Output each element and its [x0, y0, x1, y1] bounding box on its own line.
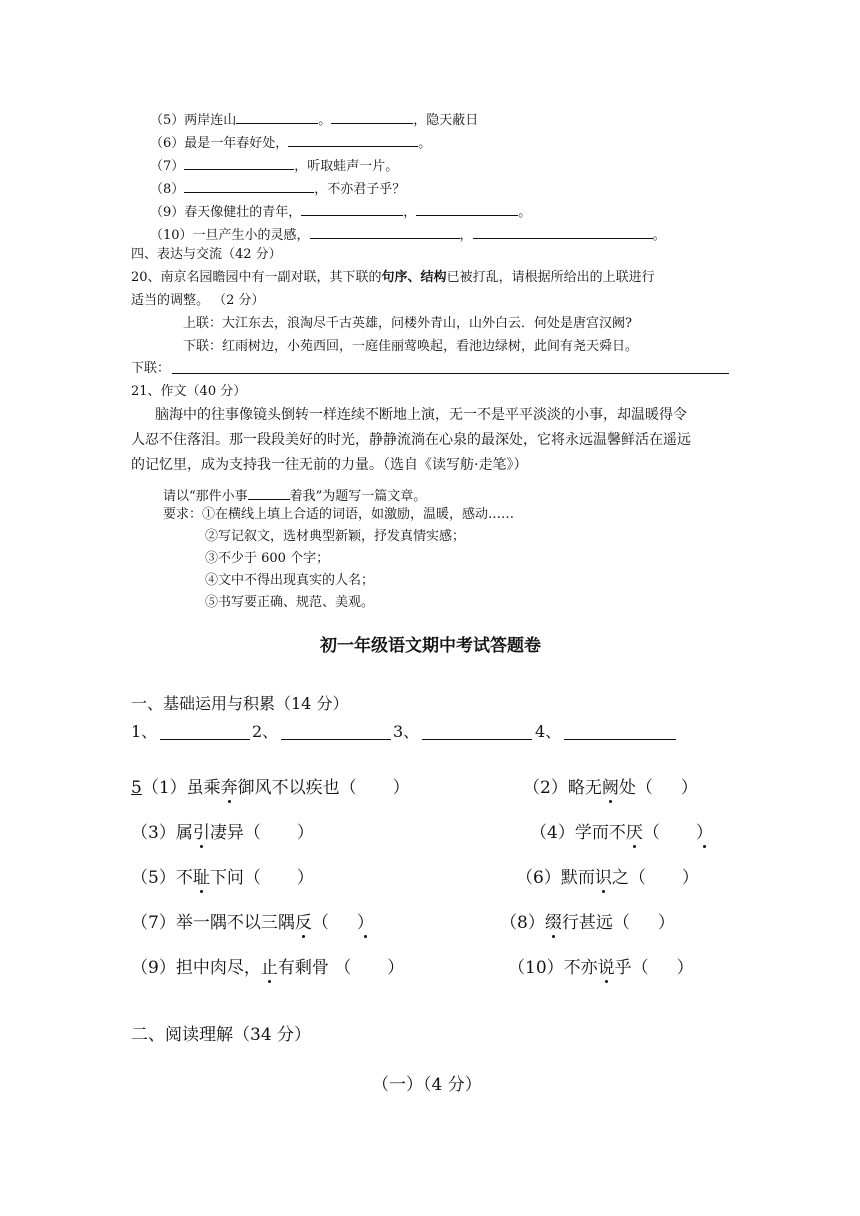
blank[interactable]: [310, 225, 460, 239]
q5-item-3: （3）属引凄异（ ）: [131, 823, 314, 843]
blank-4[interactable]: [564, 739, 676, 740]
poem-line-5: （5）两岸连山 。 ，隐天蔽日: [150, 110, 478, 127]
q21-prompt: 请以“那件小事 着我”为题写一篇文章。: [163, 486, 426, 503]
q5-item-5: （5）不耻下问（ ）: [131, 868, 314, 888]
section-1-title: 一、基础运用与积累（14 分）: [131, 694, 349, 713]
subsection-1-title: （一）（4 分）: [372, 1075, 482, 1095]
q5-item-10: （10）不亦说乎（ ）: [508, 958, 694, 978]
blank-2[interactable]: [281, 739, 391, 740]
blank-3-label: 3、: [393, 722, 420, 741]
section-4-title: 四、表达与交流（42 分）: [131, 247, 282, 262]
q20-line2: 适当的调整。 （2 分）: [131, 293, 265, 308]
section-2-title: 二、阅读理解（34 分）: [131, 1025, 312, 1045]
poem-line-9: （9）春天像健壮的青年， ， 。: [150, 202, 531, 219]
blank[interactable]: [301, 202, 403, 216]
q21-req-5: ⑤书写要正确、规范、美观。: [205, 595, 375, 610]
blank[interactable]: [331, 110, 413, 124]
q5-item-6: （6）默而识之（ ）: [516, 868, 699, 888]
q5-item-1: 5（1）虽乘奔御风不以疾也（ ）: [131, 778, 410, 798]
q21-para-3: 的记忆里，成为支持我一往无前的力量。（选自《读写舫·走笔》）: [131, 457, 528, 473]
q21-req-1: 要求：①在横线上填上合适的词语，如激励，温暖，感动……: [163, 507, 515, 522]
q5-item-9: （9）担中肉尽，止有剩骨 （ ）: [131, 958, 405, 978]
q21-title: 21、作文（40 分）: [131, 384, 247, 399]
q21-req-3: ③不少于 600 个字；: [205, 551, 330, 566]
answer-line[interactable]: [172, 373, 729, 374]
blank[interactable]: [288, 133, 418, 147]
blank[interactable]: [416, 202, 518, 216]
blank-4-label: 4、: [535, 722, 562, 741]
q21-para-2: 人忍不住落泪。那一段段美好的时光，静静流淌在心泉的最深处，它将永远温馨鲜活在遥远: [131, 432, 691, 448]
q5-item-4: （4）学而不厌（ ）: [530, 823, 713, 843]
q21-para-1: 脑海中的往事像镜头倒转一样连续不断地上演，无一不是平平淡淡的小事，却温暖得令: [155, 407, 687, 423]
blank-2-label: 2、: [252, 722, 279, 741]
answer-label: 下联：: [131, 361, 171, 376]
q5-item-7: （7）举一隅不以三隅反（ ）: [131, 913, 374, 933]
blank-3[interactable]: [422, 739, 532, 740]
blank[interactable]: [236, 110, 318, 124]
blank[interactable]: [473, 225, 653, 239]
q20-line1: 20、南京名园瞻园中有一副对联，其下联的句序、结构已被打乱，请根据所给出的上联进行: [131, 270, 655, 285]
poem-line-6: （6）最是一年春好处， 。: [150, 133, 431, 150]
q21-req-4: ④文中不得出现真实的人名；: [205, 573, 375, 588]
title-blank[interactable]: [248, 486, 290, 500]
blank[interactable]: [184, 156, 294, 170]
couplet-upper: 上联：大江东去，浪淘尽千古英雄，问楼外青山，山外白云．何处是唐宫汉阙?: [183, 316, 632, 331]
blank-1-label: 1、: [131, 722, 158, 741]
blank-1[interactable]: [160, 739, 250, 740]
blank[interactable]: [184, 179, 314, 193]
q5-item-8: （8）缀行甚远（ ）: [500, 913, 675, 933]
poem-line-10: （10）一旦产生小的灵感， ， 。: [150, 225, 666, 242]
poem-line-7: （7） ，听取蛙声一片。: [150, 156, 398, 173]
q5-item-2: （2）略无阙处（ ）: [523, 778, 698, 798]
answer-sheet-title: 初一年级语文期中考试答题卷: [320, 636, 541, 656]
poem-line-8: （8） ，不亦君子乎？: [150, 179, 405, 196]
q21-req-2: ②写记叙文，选材典型新颖，抒发真情实感；: [205, 529, 466, 544]
couplet-lower: 下联：红雨树边，小苑西回，一庭佳丽莺唤起，看池边绿树，此间有尧天舜日。: [183, 339, 639, 354]
